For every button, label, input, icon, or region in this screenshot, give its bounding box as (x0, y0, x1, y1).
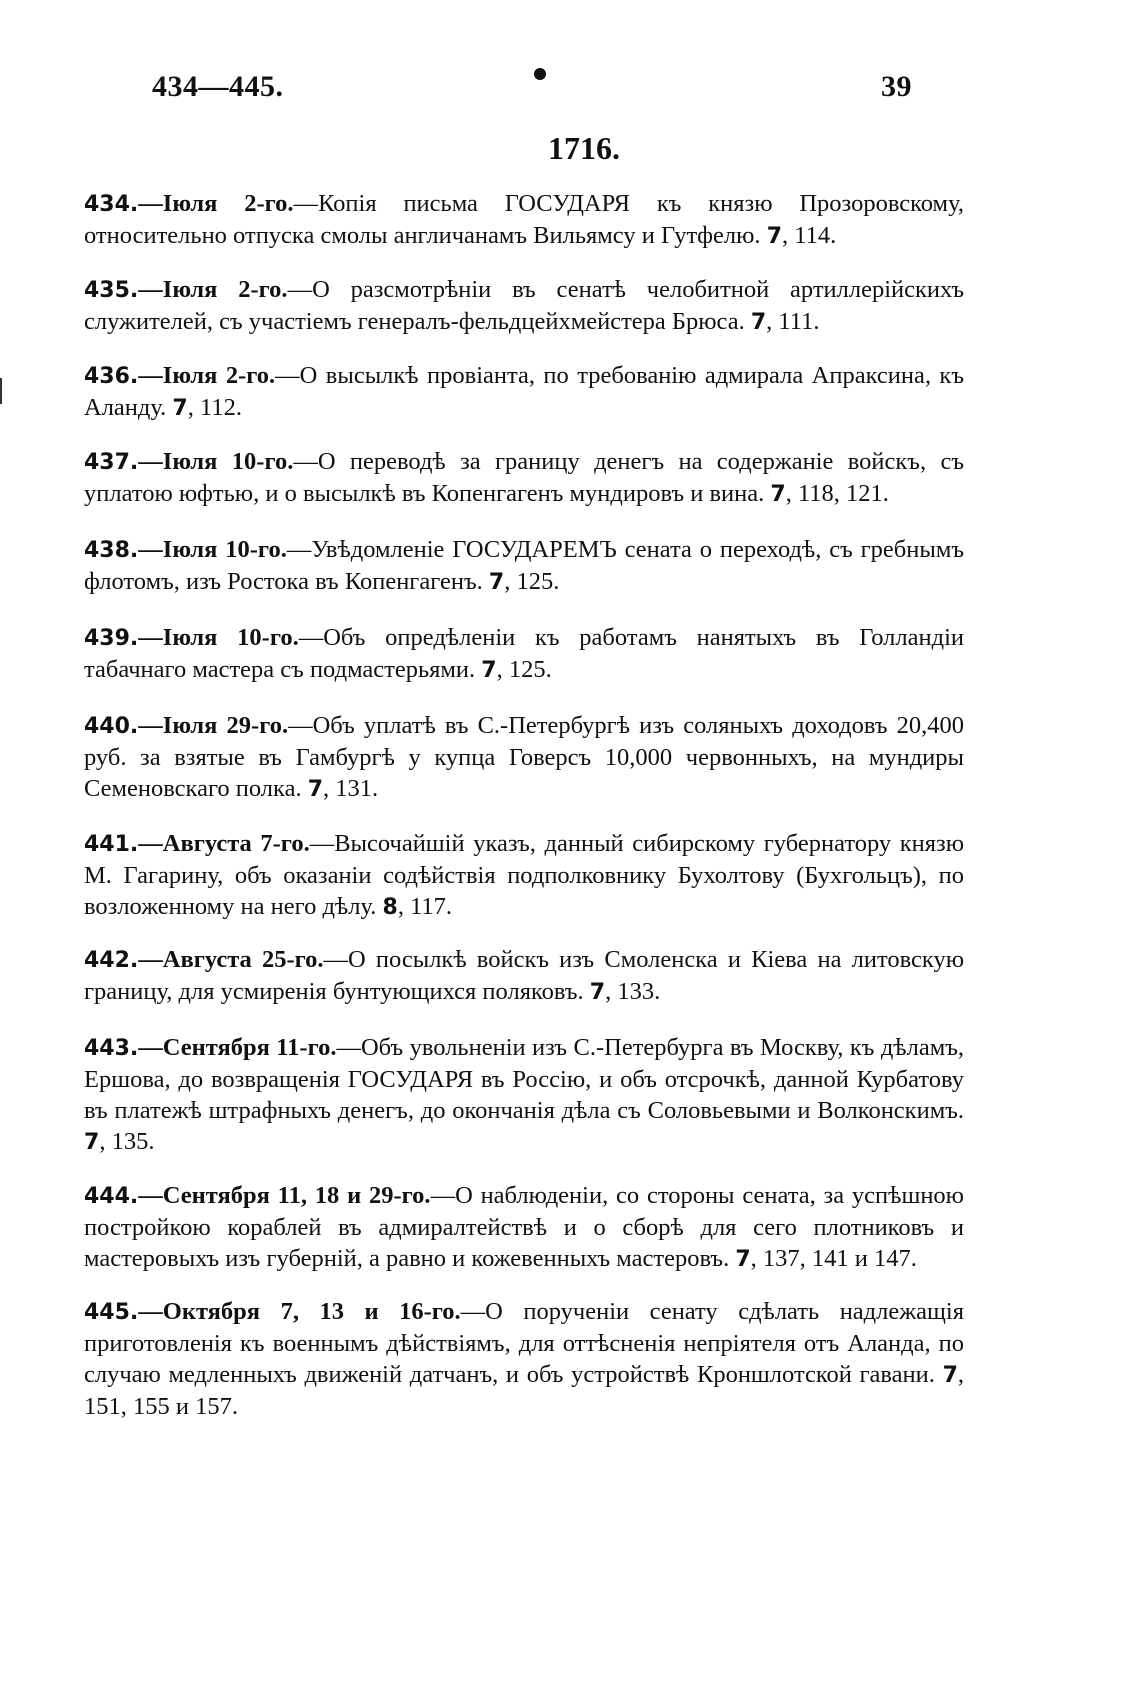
header-bullet (534, 68, 546, 80)
entry-441: 441.—Августа 7-го.—Высочайшій указъ, данный сибирскому губернатору князю М. Гагарину, объ оказаніи содѣйствія подполковнику Бухолтову (Бухгольцъ), по возложенному на него дѣлу. 8, 117. (84, 830, 965, 920)
page-number: 39 (881, 70, 912, 103)
entry-437: 437.—Іюля 10-го.—О переводѣ за границу денегъ на содержаніе войскъ, съ уплатою юфтью, и о высылкѣ въ Копенгагенъ мундировъ и вина. 7, 118, 121. (84, 448, 964, 507)
entry-439: 439.—Іюля 10-го.—Объ опредѣленіи къ работамъ нанятыхъ въ Голландіи табачнаго мастера съ подмастерьями. 7, 125. (84, 624, 964, 683)
entry-444: 444.—Сентября 11, 18 и 29-го.—О наблюденіи, со стороны сената, за успѣшною постройкою кораблей въ адмиралтействѣ и о сборѣ для сего плотниковъ и мастеровыхъ изъ губерній, а равно и кожевенныхъ мастеровъ. 7, 137, 141 и 147. (84, 1182, 964, 1272)
entry-434: 434.—Іюля 2-го.—Копія письма ГОСУДАРЯ къ князю Прозоровскому, относительно отпуска смолы англичанамъ Вильямсу и Гутфелю. 7, 114. (84, 190, 964, 249)
entry-435: 435.—Іюля 2-го.—О разсмотрѣніи въ сенатѣ челобитной артиллерійскихъ служителей, съ участіемъ генералъ-фельдцейхмейстера Брюса. 7, 111. (84, 276, 965, 335)
entry-436: 436.—Іюля 2-го.—О высылкѣ провіанта, по требованію адмирала Апраксина, къ Аланду. 7, 112. (84, 362, 964, 421)
year-heading: 1716. (548, 130, 620, 166)
header-range: 434—445. (152, 70, 284, 103)
entry-445: 445.—Октября 7, 13 и 16-го.—О порученіи сенату сдѣлать надлежащія приготовленія къ военнымъ дѣйствіямъ, для оттѣсненія непріятеля отъ Аланда, по случаю медленныхъ движеній датчанъ, и объ устройствѣ Кроншлотской гавани. 7, 151, 155 и 157. (84, 1298, 964, 1420)
entry-438: 438.—Іюля 10-го.—Увѣдомленіе ГОСУДАРЕМЪ сената о переходѣ, съ гребнымъ флотомъ, изъ Ростока въ Копенгагенъ. 7, 125. (84, 536, 964, 595)
margin-mark (0, 378, 2, 404)
entry-440: 440.—Іюля 29-го.—Объ уплатѣ въ С.-Петербургѣ изъ соляныхъ доходовъ 20,400 руб. за взятые въ Гамбургѣ у купца Говерсъ 10,000 червонныхъ, на мундиры Семеновскаго полка. 7, 131. (84, 712, 964, 802)
entry-443: 443.—Сентября 11-го.—Объ увольненіи изъ С.-Петербурга въ Москву, къ дѣламъ, Ершова, до возвращенія ГОСУДАРЯ въ Россію, и объ отсрочкѣ, данной Курбатову въ платежѣ штрафныхъ денегъ, до окончанія дѣла съ Соловьевыми и Волконскимъ. 7, 135. (84, 1034, 964, 1155)
entry-442: 442.—Августа 25-го.—О посылкѣ войскъ изъ Смоленска и Кіева на литовскую границу, для усмиренія бунтующихся поляковъ. 7, 133. (84, 946, 964, 1005)
